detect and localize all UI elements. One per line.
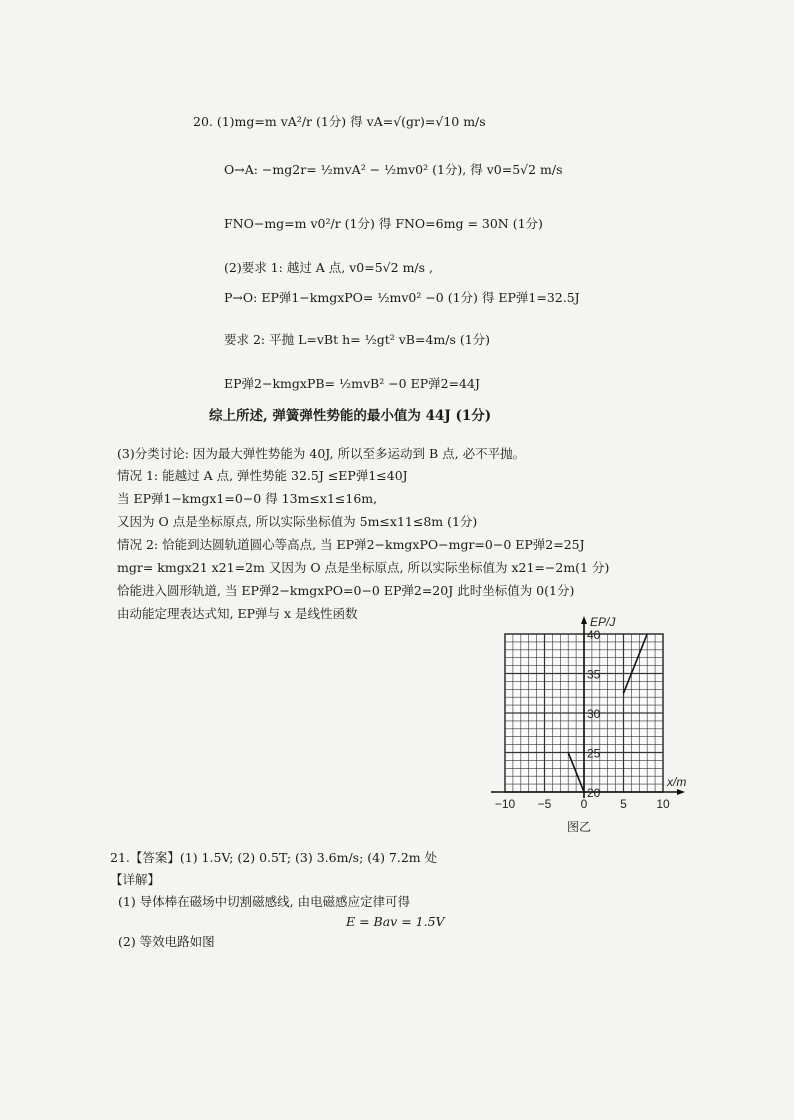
q20-conclusion: 综上所述, 弹簧弹性势能的最小值为 44J (1分) [209,408,492,424]
chart-y-tick-label: 30 [587,707,601,721]
q20-3-line-7: 恰能进入圆形轨道, 当 EP弹2−kmgxPO=0−0 EP弹2=20J 此时坐标值为 0(1分) [117,583,575,598]
q20-line-7: EP弹2−kmgxPB= ½mvB² −0 EP弹2=44J [224,376,480,391]
q20-line-6: 要求 2: 平抛 L=vBt h= ½gt² vB=4m/s (1分) [224,332,491,347]
chart-x-tick-label: 5 [620,797,627,811]
chart-x-tick-label: 0 [580,797,588,811]
q20-line-5: P→O: EP弹1−kmgxPO= ½mv0² −0 (1分) 得 EP弹1=32.5J [224,290,580,305]
chart-y-tick-label: 40 [587,628,601,642]
q20-3-line-6: mgr= kmgx21 x21=2m 又因为 O 点是坐标原点, 所以实际坐标值为 x21=−2m(1 分) [117,560,610,575]
chart-y-axis-label: EP/J [590,615,616,629]
chart-caption: 图乙 [567,820,592,834]
chart-svg [468,612,708,842]
q20-3-line-1: (3)分类讨论: 因为最大弹性势能为 40J, 所以至多运动到 B 点, 必不平抛。 [117,446,526,461]
q20-3-line-3: 当 EP弹1−kmgx1=0−0 得 13m≤x1≤16m, [117,491,378,506]
chart-y-tick-label: 20 [587,786,601,800]
q20-3-line-2: 情况 1: 能越过 A 点, 弹性势能 32.5J ≤EP弹1≤40J [117,468,408,483]
chart-x-tick-label: −5 [537,797,552,811]
q20-3-line-4: 又因为 O 点是坐标原点, 所以实际坐标值为 5m≤x11≤8m (1分) [117,514,478,529]
chart-y-tick-label: 35 [587,667,601,682]
q21-detail-heading: 【详解】 [110,872,161,887]
chart-x-tick-label: 10 [656,797,670,811]
q20-3-line-8: 由动能定理表达式知, EP弹与 x 是线性函数 [117,606,358,621]
q20-3-line-5: 情况 2: 恰能到达圆轨道圆心等高点, 当 EP弹2−kmgxPO−mgr=0−0 EP弹2=25J [117,537,585,552]
chart-x-axis-label: x/m [667,775,687,789]
q20-line-4: (2)要求 1: 越过 A 点, v0=5√2 m/s , [224,260,433,275]
q21-line-3: (1) 导体棒在磁场中切割磁感线, 由电磁感应定律可得 [118,894,411,909]
chart-x-tick-label: −10 [494,797,516,811]
q20-line-2: O→A: −mg2r= ½mvA² − ½mv0² (1分), 得 v0=5√2 m/s [224,162,563,177]
q21-line-5: (2) 等效电路如图 [118,934,215,949]
ep-x-chart [468,612,708,842]
chart-y-axis-arrow [581,616,587,624]
q20-line-1: 20. (1)mg=m vA²/r (1分) 得 vA=√(gr)=√10 m/s [193,114,486,129]
chart-x-axis-arrow [677,789,685,795]
q20-line-3: FNO−mg=m v0²/r (1分) 得 FNO=6mg = 30N (1分) [224,216,543,231]
q21-answer: 21.【答案】(1) 1.5V; (2) 0.5T; (3) 3.6m/s; (4) 7.2m 处 [110,850,438,865]
chart-y-tick-label: 25 [587,746,601,761]
q21-formula: E = Bav = 1.5V [346,914,445,929]
